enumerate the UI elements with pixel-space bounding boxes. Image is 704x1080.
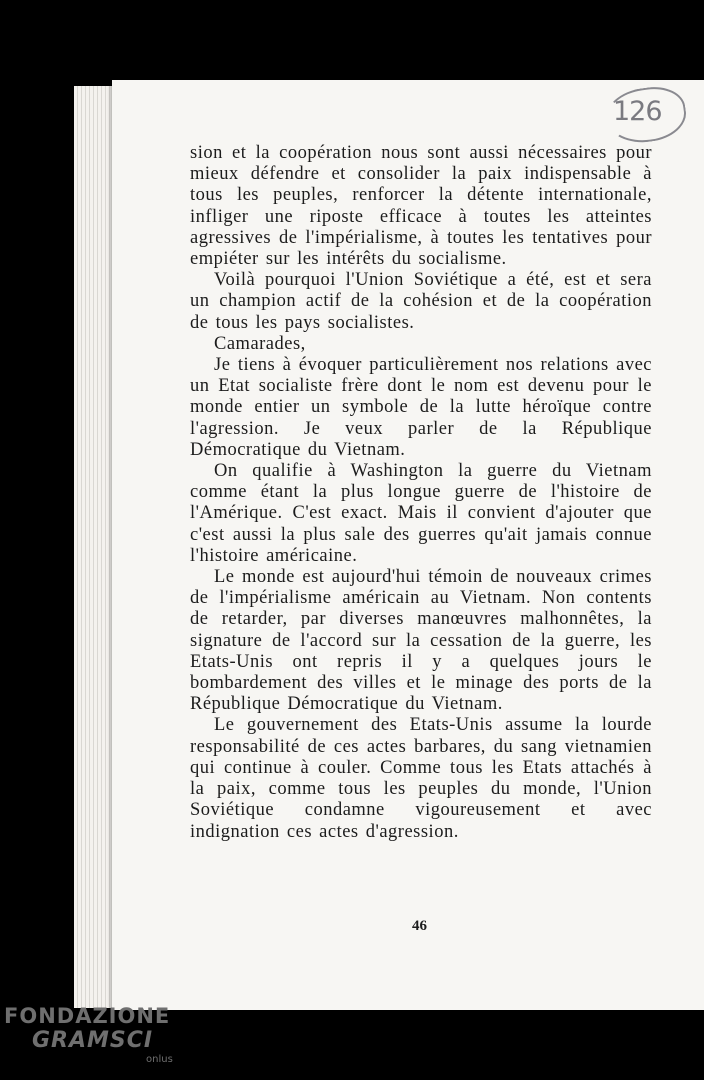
paragraph: Le gouvernement des Etats-Unis assume la lourde responsabilité de ces actes barbares, du sang vietnamien qui continue à couler. Comme tous les Etats attachés à la paix, comme tous les peuples du monde, l'Union Soviétique condamne vigoureusement et avec indignation ces actes d'agression. (190, 715, 652, 842)
paragraph: Camarades, (214, 333, 306, 354)
book-page-edges (74, 86, 114, 1008)
logo-line-gramsci: GRAMSCI (32, 1028, 154, 1053)
paragraph: Je tiens à évoquer particulièrement nos relations avec un Etat socialiste frère dont le nom est devenu pour le monde entier un symbole de la lutte héroïque contre l'agression. Je veux parler de la République Démocratique du Vietnam. (190, 355, 652, 460)
watermark-logo (4, 1004, 173, 1065)
paragraph: Le monde est aujourd'hui témoin de nouveaux crimes de l'impérialisme américain au Vietnam. Non contents de retarder, par diverses manœuvres malhonnêtes, la signature de l'accord sur la cessation de la guerre, les Etats-Unis ont repris il y a quelques jours le bombardement des villes et le minage des ports de la République Démocratique du Vietnam. (190, 567, 652, 715)
logo-line-onlus: onlus (146, 1054, 173, 1065)
paragraph: sion et la coopération nous sont aussi nécessaires pour mieux défendre et consolider la paix indispensable à tous les peuples, renforcer la détente internationale, infliger une riposte efficace à toutes les atteintes agressives de l'impérialisme, à toutes les tentatives pour empiéter sur les intérêts du socialisme. (190, 143, 652, 270)
paragraph: On qualifie à Washington la guerre du Vietnam comme étant la plus longue guerre de l'histoire de l'Amérique. C'est exact. Mais il convient d'ajouter que c'est aussi la plus sale des guerres qu'ait jamais connue l'histoire américaine. (190, 461, 652, 566)
logo-line-fondazione: FONDAZIONE (4, 1004, 171, 1028)
paragraph: Voilà pourquoi l'Union Soviétique a été, est et sera un champion actif de la cohésion et de la coopération de tous les pays socialistes. (190, 270, 652, 333)
page-body (190, 143, 652, 843)
page-number: 46 (412, 918, 427, 934)
handwritten-page-annotation: 126 (613, 96, 662, 127)
